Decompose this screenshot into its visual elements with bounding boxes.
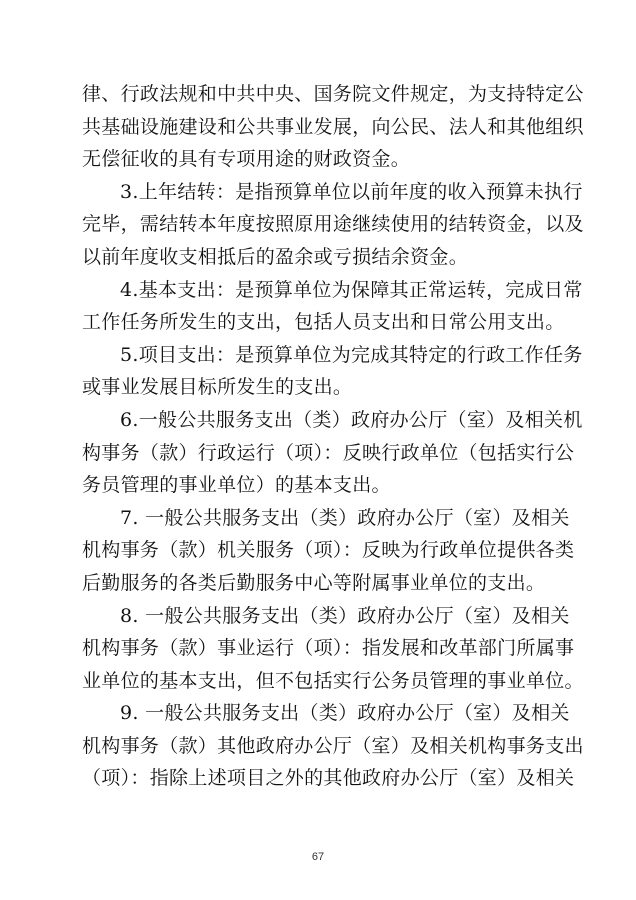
text-line: 机构事务（款）其他政府办公厅（室）及相关机构事务支出 bbox=[82, 734, 584, 757]
text-line: 无偿征收的具有专项用途的财政资金。 bbox=[82, 148, 411, 171]
text-line: 完毕，需结转本年度按照原用途继续使用的结转资金，以及 bbox=[82, 213, 584, 236]
page-number: 67 bbox=[311, 851, 325, 863]
text-line-item-7-start: 7. 一般公共服务支出（类）政府办公厅（室）及相关 bbox=[120, 506, 570, 529]
text-line: 共基础设施建设和公共事业发展，向公民、法人和其他组织 bbox=[82, 115, 584, 138]
text-line-item-6-start: 6.一般公共服务支出（类）政府办公厅（室）及相关机 bbox=[120, 408, 583, 431]
text-line: 机构事务（款）事业运行（项）：指发展和改革部门所属事 bbox=[82, 637, 575, 660]
text-line: 机构事务（款）机关服务（项）：反映为行政单位提供各类 bbox=[82, 539, 575, 562]
text-line: 律、行政法规和中共中央、国务院文件规定，为支持特定公 bbox=[82, 83, 584, 105]
text-line: 工作任务所发生的支出，包括人员支出和日常公用支出。 bbox=[82, 311, 565, 334]
text-line-item-3-start: 3.上年结转：是指预算单位以前年度的收入预算未执行 bbox=[120, 180, 583, 203]
text-line-item-5-start: 5.项目支出：是预算单位为完成其特定的行政工作任务 bbox=[120, 343, 583, 366]
text-line-item-8-start: 8. 一般公共服务支出（类）政府办公厅（室）及相关 bbox=[120, 604, 570, 627]
text-line: （项）：指除上述项目之外的其他政府办公厅（室）及相关 bbox=[82, 767, 575, 790]
text-line: 后勤服务的各类后勤服务中心等附属事业单位的支出。 bbox=[82, 571, 546, 594]
text-line: 或事业发展目标所发生的支出。 bbox=[82, 376, 353, 399]
text-line: 以前年度收支相抵后的盈余或亏损结余资金。 bbox=[82, 245, 469, 268]
text-line: 务员管理的事业单位）的基本支出。 bbox=[82, 474, 391, 497]
text-line-item-4-start: 4.基本支出：是预算单位为保障其正常运转，完成日常 bbox=[120, 278, 583, 301]
text-line: 构事务（款）行政运行（项）：反映行政单位（包括实行公 bbox=[82, 441, 575, 464]
text-line: 业单位的基本支出，但不包括实行公务员管理的事业单位。 bbox=[82, 669, 584, 692]
text-line-item-9-start: 9. 一般公共服务支出（类）政府办公厅（室）及相关 bbox=[120, 702, 570, 725]
body-text bbox=[82, 78, 584, 795]
